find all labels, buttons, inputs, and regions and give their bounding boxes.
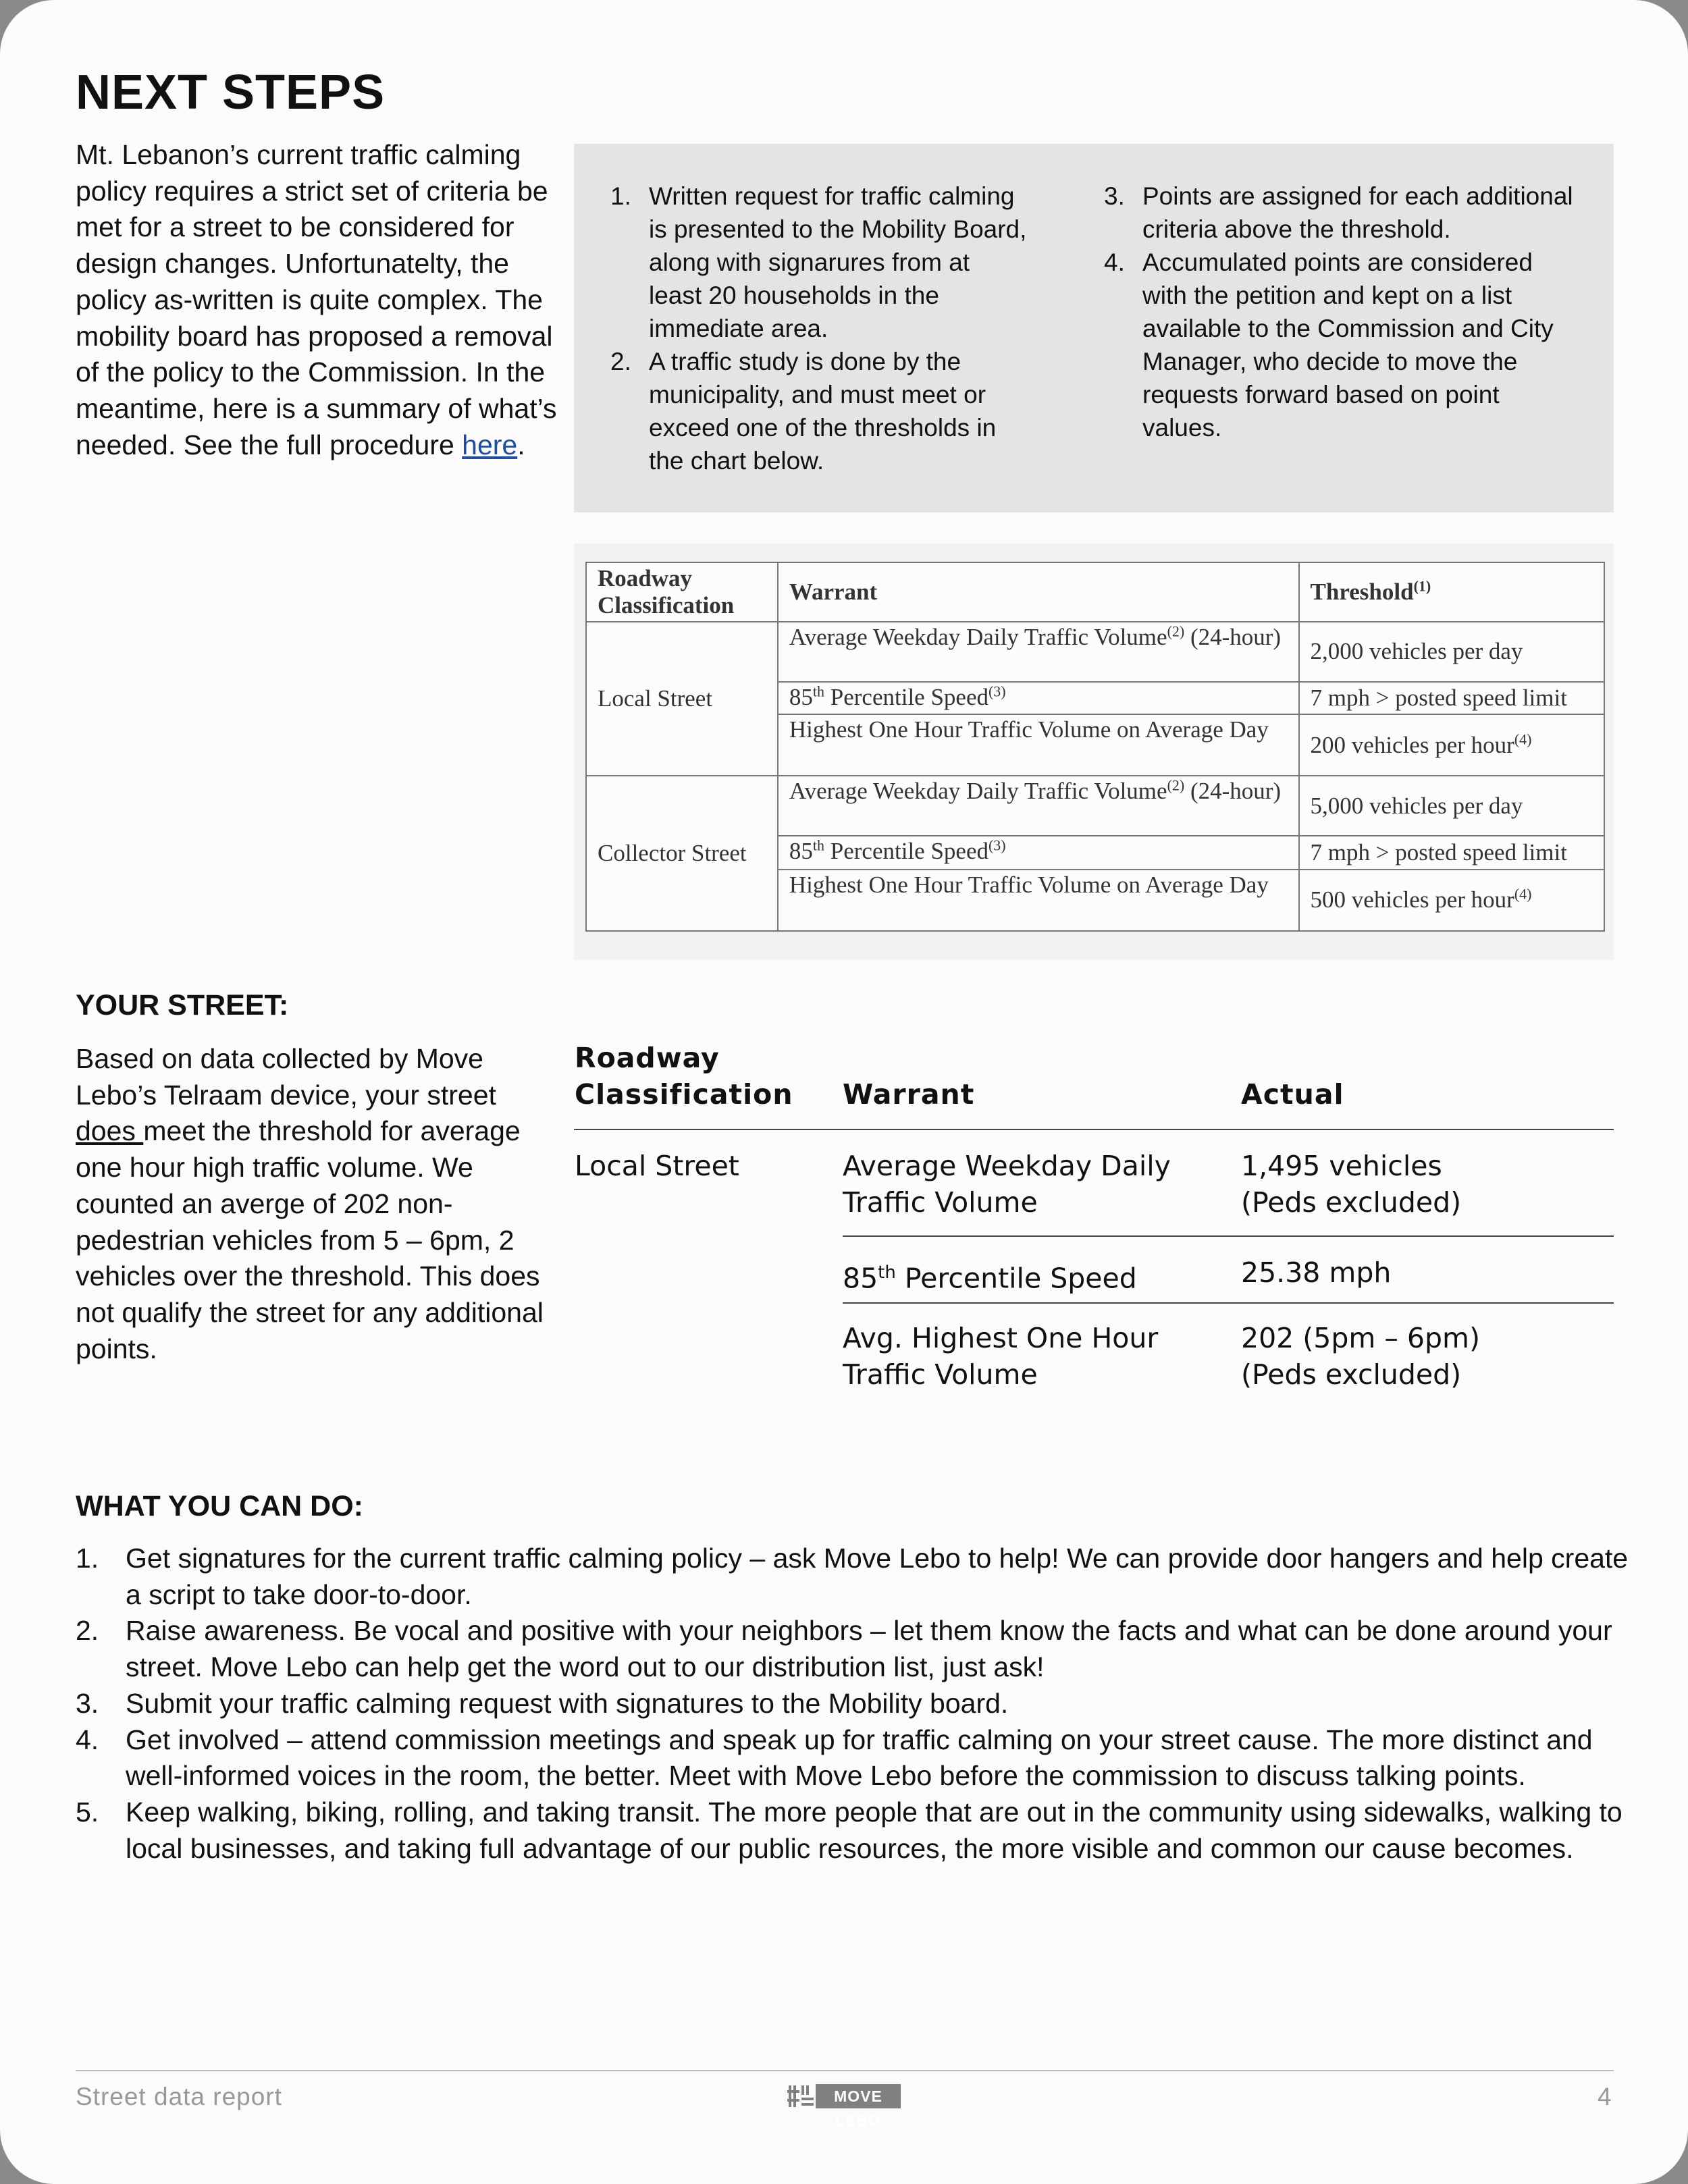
steps-list-left: [610, 180, 1029, 477]
threshold-table-image: [574, 543, 1614, 960]
item-number: 5.: [76, 1796, 99, 1828]
step-item: [1104, 246, 1577, 444]
actual-header-warrant: Warrant: [843, 1078, 975, 1111]
your-street-heading: YOUR STREET:: [76, 989, 289, 1021]
header-threshold: Threshold$^{(1)}$: [1299, 562, 1604, 622]
action-list: [76, 1541, 1629, 1867]
steps-list-right: [1104, 180, 1577, 444]
steps-box: [574, 144, 1614, 512]
footer-divider: [76, 2070, 1614, 2071]
threshold-cell: 7 mph > posted speed limit: [1299, 836, 1604, 870]
warrant-cell: Average Weekday Daily Traffic Volume$^{(2)}$ (24-hour): [778, 776, 1299, 836]
does-emphasis: does: [76, 1115, 144, 1147]
list-item: [76, 1613, 1629, 1685]
warrant-cell: 85th Percentile Speed$^{(3)}$: [778, 836, 1299, 870]
header-warrant: Warrant: [778, 562, 1299, 622]
list-item: [76, 1686, 1629, 1722]
threshold-cell: 2,000 vehicles per day: [1299, 622, 1604, 682]
intro-paragraph: [76, 137, 562, 463]
warrant-cell: 85th Percentile Speed$^{(3)}$: [778, 682, 1299, 715]
item-text: Get involved – attend commission meetings and speak up for traffic calming on your street cause. The more distinct and well-informed voices in the room, the better. Meet with Move Lebo before the commission to discuss talking points.: [126, 1724, 1593, 1792]
step-text: Written request for traffic calming is presented to the Mobility Board, along with signarures from at least 20 households in the immediate area.: [649, 182, 1027, 342]
step-number: 2.: [610, 348, 631, 375]
classification-local: Local Street: [586, 622, 778, 776]
item-text: Keep walking, biking, rolling, and taking transit. The more people that are out in the community using sidewalks, walking to local businesses, and taking full advantage of our public resources, the more visible and common our cause becomes.: [126, 1796, 1623, 1864]
header-divider: [574, 1129, 1614, 1130]
page-number: 4: [1598, 2083, 1612, 2110]
actual-value-cell: 25.38 mph: [1241, 1256, 1392, 1289]
header-classification: Roadway Classification: [586, 562, 778, 622]
list-item: [76, 1722, 1629, 1794]
step-item: [1104, 180, 1577, 246]
row-divider: [843, 1302, 1614, 1304]
row-divider: [843, 1235, 1614, 1237]
move-lebo-logo: [787, 2084, 901, 2129]
item-number: 1.: [76, 1543, 99, 1574]
threshold-cell: 200 vehicles per hour$^{(4)}$: [1299, 714, 1604, 776]
procedure-link[interactable]: here: [462, 429, 518, 460]
threshold-cell: 5,000 vehicles per day: [1299, 776, 1604, 836]
step-item: [610, 345, 1029, 477]
footer-report-label: Street data report: [76, 2083, 282, 2110]
item-text: Raise awareness. Be vocal and positive with your neighbors – let them know the facts and what can be done around your street. Move Lebo can help get the word out to our distribution list, just ask!: [126, 1615, 1612, 1683]
threshold-header-row: [586, 562, 1604, 622]
item-number: 4.: [76, 1724, 99, 1755]
page-title: NEXT STEPS: [76, 65, 386, 119]
actual-header-classification: Roadway Classification: [575, 1042, 793, 1111]
list-item: [76, 1541, 1629, 1613]
threshold-cell: 7 mph > posted speed limit: [1299, 682, 1604, 715]
table-row: [586, 622, 1604, 682]
actual-warrant-cell: Avg. Highest One Hour Traffic Volume: [843, 1322, 1159, 1391]
what-you-can-do-heading: WHAT YOU CAN DO:: [76, 1490, 363, 1522]
threshold-cell: 500 vehicles per hour$^{(4)}$: [1299, 870, 1604, 931]
intro-text: Mt. Lebanon’s current traffic calming policy requires a strict set of criteria be met for a street to be considered for design changes. Unfortunatelty, the policy as-written is quite complex. The mobility board has proposed a removal of the policy to the Commission. In the meantime, here is a summary of what’s needed. See the full procedure: [76, 139, 557, 460]
item-text: Get signatures for the current traffic calming policy – ask Move Lebo to help! We can provide door hangers and help create a script to take door-to-door.: [126, 1543, 1629, 1610]
item-text: Submit your traffic calming request with signatures to the Mobility board.: [126, 1687, 1009, 1719]
logo-mark-icon: [787, 2084, 814, 2108]
your-street-text: Based on data collected by Move Lebo’s Telraam device, your street does meet the threshold for average one hour high traffic volume. We counted an averge of 202 non-pedestrian vehicles from 5 – 6pm, 2 vehicles over the threshold. This does not qualify the street for any additional points.: [76, 1043, 544, 1364]
step-number: 4.: [1104, 248, 1125, 276]
threshold-table: [585, 562, 1605, 932]
step-text: Accumulated points are considered with the petition and kept on a list available to the Commission and City Manager, who decide to move the requests forward based on point values.: [1142, 248, 1554, 442]
actual-warrant-cell: 85th Percentile Speed: [843, 1262, 1137, 1295]
actual-value-cell: 1,495 vehicles (Peds excluded): [1241, 1150, 1462, 1219]
actual-value-cell: 202 (5pm – 6pm) (Peds excluded): [1241, 1322, 1480, 1391]
step-text: Points are assigned for each additional criteria above the threshold.: [1142, 182, 1573, 243]
list-item: [76, 1794, 1629, 1867]
logo-text: MOVE LEBO: [816, 2084, 901, 2108]
classification-collector: Collector Street: [586, 776, 778, 931]
step-number: 3.: [1104, 182, 1125, 210]
step-number: 1.: [610, 182, 631, 210]
intro-end: .: [517, 429, 525, 460]
warrant-cell: Average Weekday Daily Traffic Volume$^{(2)}$ (24-hour): [778, 622, 1299, 682]
warrant-cell: Highest One Hour Traffic Volume on Average Day: [778, 714, 1299, 776]
item-number: 3.: [76, 1687, 99, 1719]
step-item: [610, 180, 1029, 345]
actual-warrant-cell: Average Weekday Daily Traffic Volume: [843, 1150, 1171, 1219]
actual-classification: Local Street: [575, 1150, 739, 1182]
actual-header-actual: Actual: [1241, 1078, 1344, 1111]
item-number: 2.: [76, 1615, 99, 1647]
step-text: A traffic study is done by the municipality, and must meet or exceed one of the thresholds in the chart below.: [649, 348, 997, 475]
table-row: [586, 776, 1604, 836]
warrant-cell: Highest One Hour Traffic Volume on Average Day: [778, 870, 1299, 931]
